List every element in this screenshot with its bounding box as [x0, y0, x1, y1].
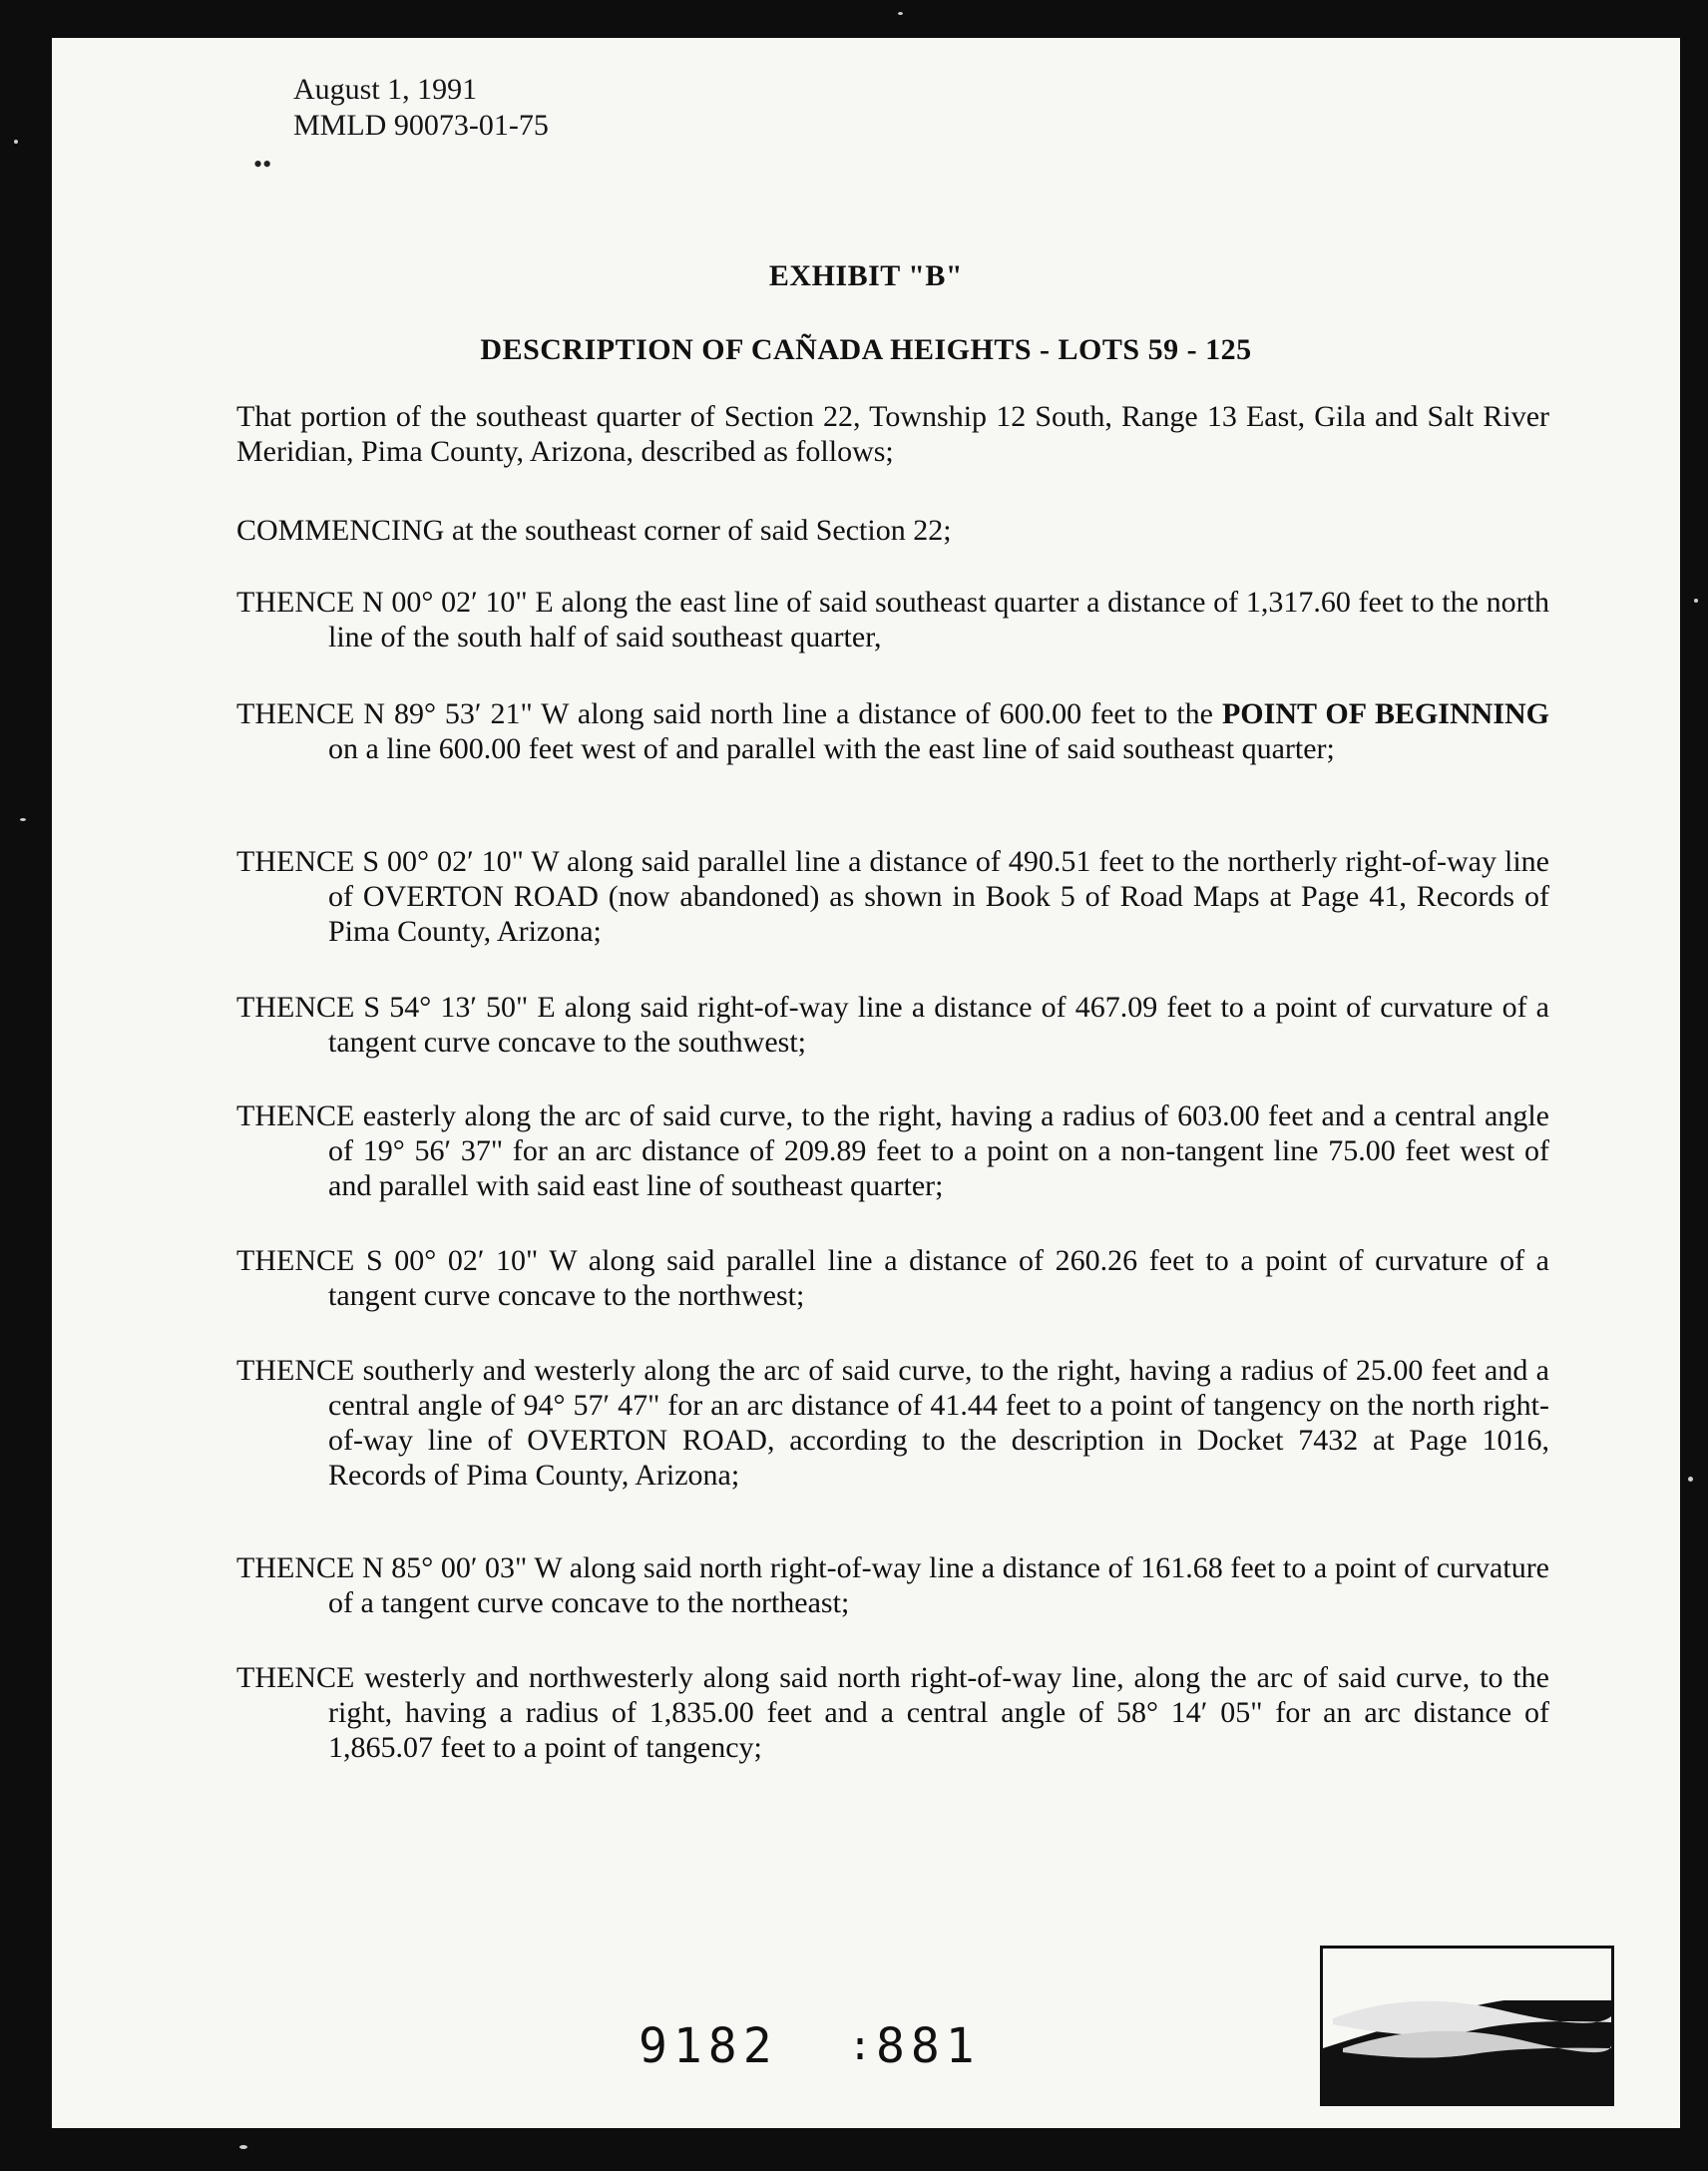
scan-speck [14, 140, 18, 144]
course-paragraph-5: THENCE easterly along the arc of said curve, to the right, having a radius of 603.00 feet and a central angle of 19° 56′ 37" for an arc distance of 209.89 feet to a point on a non-tangent line 75.00 feet west of and parallel with said east line of southeast quarter; [236, 1099, 1549, 1202]
pob-text-before: THENCE N 89° 53′ 21" W along said north line a distance of 600.00 feet to the [236, 697, 1222, 730]
intro-paragraph: That portion of the southeast quarter of Section 22, Township 12 South, Range 13 East, Gila and Salt River Meridian, Pima County, Arizona, described as follows; [236, 400, 1549, 468]
document-title: DESCRIPTION OF CAÑADA HEIGHTS - LOTS 59 - 125 [480, 333, 1252, 366]
course-paragraph-pob [236, 696, 1549, 766]
document-page [52, 38, 1680, 2128]
recording-page-number: 881 [876, 2018, 981, 2074]
recording-book-number: 9182 [639, 2018, 778, 2074]
wave-logo-icon [1323, 1949, 1611, 2103]
scan-mark: •• [253, 150, 272, 179]
wave-logo [1320, 1946, 1614, 2106]
footer-separator: : [848, 2023, 879, 2069]
pob-text-after: on a line 600.00 feet west of and parallel with the east line of said southeast quarter; [328, 732, 1335, 765]
course-paragraph-3: THENCE S 00° 02′ 10" W along said parallel line a distance of 490.51 feet to the northerly right-of-way line of OVERTON ROAD (now abandoned) as shown in Book 5 of Road Maps at Page 41, Records of Pima County, Arizona; [236, 845, 1549, 948]
course-paragraph-4: THENCE S 54° 13′ 50" E along said right-of-way line a distance of 467.09 feet to a point of curvature of a tangent curve concave to the southwest; [236, 991, 1549, 1059]
document-date: August 1, 1991 [293, 73, 478, 106]
point-of-beginning: POINT OF BEGINNING [1221, 697, 1549, 730]
commencing-paragraph: COMMENCING at the southeast corner of said Section 22; [236, 514, 952, 547]
course-paragraph-7: THENCE southerly and westerly along the arc of said curve, to the right, having a radius of 25.00 feet and a central angle of 94° 57′ 47" for an arc distance of 41.44 feet to a point of tangency on the north right-of-way line of OVERTON ROAD, according to the description in Docket 7432 at Page 1016, Records of Pima County, Arizona; [236, 1354, 1549, 1492]
scan-speck [1694, 599, 1698, 603]
exhibit-label: EXHIBIT "B" [768, 259, 964, 292]
scan-speck [1688, 1477, 1693, 1482]
course-paragraph-1: THENCE N 00° 02′ 10" E along the east line of said southeast quarter a distance of 1,317.60 feet to the north line of the south half of said southeast quarter, [236, 586, 1549, 653]
scan-speck [898, 12, 903, 15]
document-reference: MMLD 90073-01-75 [293, 109, 549, 142]
scan-speck [20, 818, 26, 821]
course-paragraph-8: THENCE N 85° 00′ 03" W along said north right-of-way line a distance of 161.68 feet to a point of curvature of a tangent curve concave to the northeast; [236, 1551, 1549, 1619]
course-paragraph-6: THENCE S 00° 02′ 10" W along said parallel line a distance of 260.26 feet to a point of curvature of a tangent curve concave to the northwest; [236, 1244, 1549, 1312]
scan-speck [239, 2145, 247, 2149]
course-paragraph-9: THENCE westerly and northwesterly along said north right-of-way line, along the arc of said curve, to the right, having a radius of 1,835.00 feet and a central angle of 58° 14′ 05" for an arc distance of 1,865.07 feet to a point of tangency; [236, 1661, 1549, 1764]
